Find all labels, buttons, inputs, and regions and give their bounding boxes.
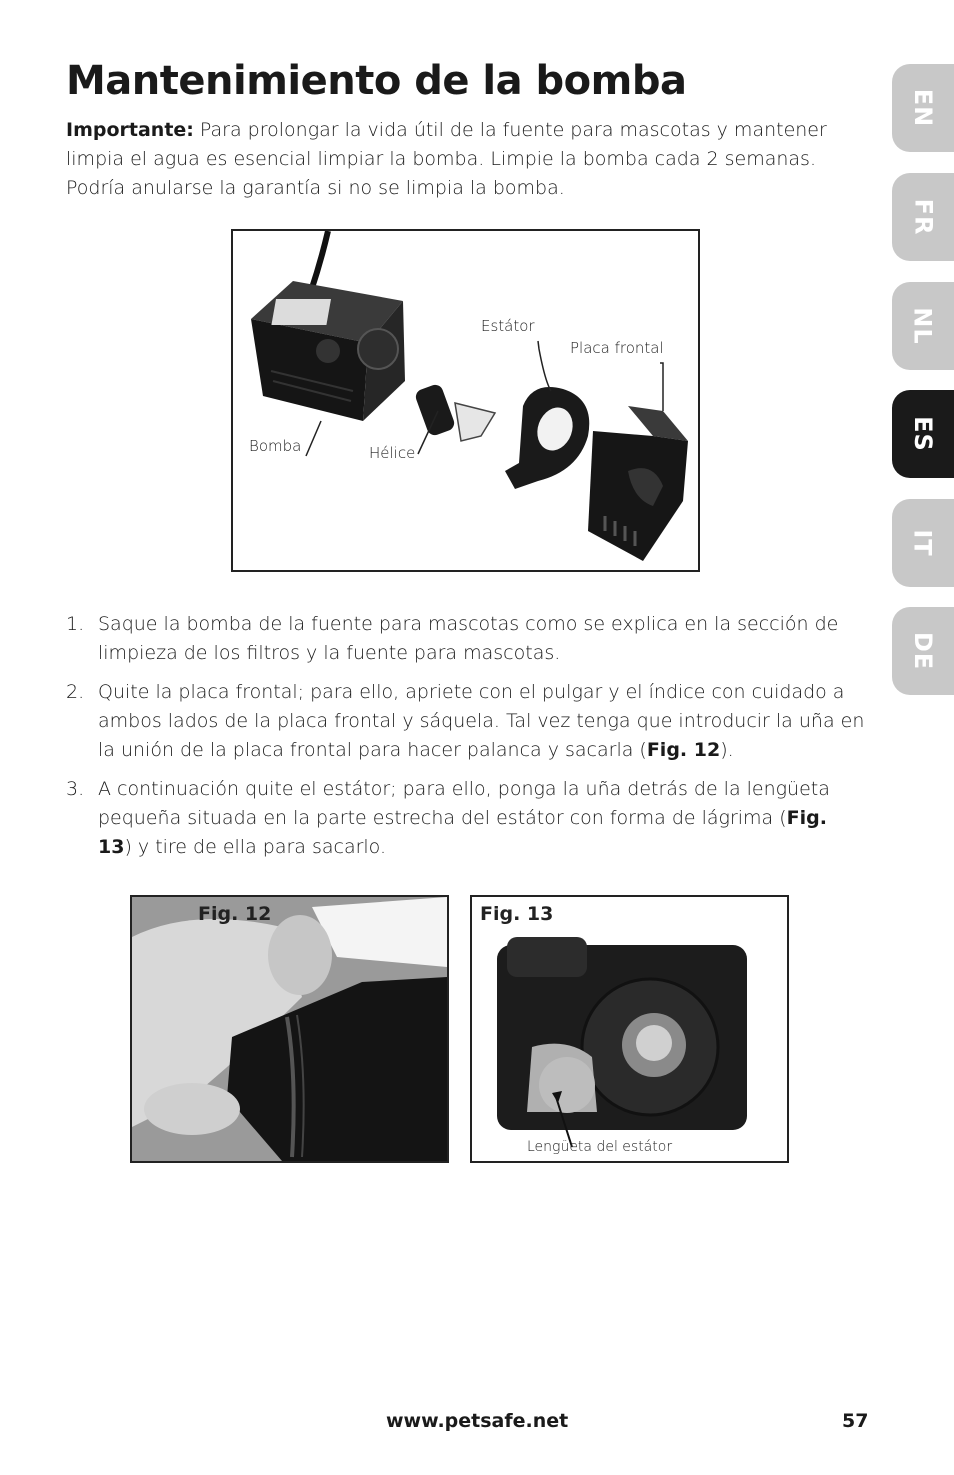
step-2: [66, 678, 866, 765]
tab-nl[interactable]: [892, 282, 954, 370]
pump-diagram: [231, 229, 700, 572]
tab-en[interactable]: [892, 64, 954, 152]
step-1-number: 1.: [66, 613, 85, 635]
fig13-label-stator-tab: Lengüeta del estátor: [527, 1139, 673, 1155]
figure-13: [470, 895, 789, 1163]
fig12-title: Fig. 12: [198, 903, 272, 925]
fig13-photo: [472, 897, 787, 1161]
tab-fr-label: FR: [909, 198, 937, 236]
intro-important-label: Importante:: [66, 119, 194, 141]
footer-url[interactable]: www.petsafe.net: [386, 1410, 569, 1432]
intro-paragraph: [66, 116, 872, 203]
fig13-title: Fig. 13: [480, 903, 554, 925]
tab-es[interactable]: [892, 390, 954, 478]
tab-it-label: IT: [909, 529, 937, 557]
tab-it[interactable]: [892, 499, 954, 587]
step-2-number: 2.: [66, 681, 85, 703]
step-3-text: A continuación quite el estátor; para ello, ponga la uña detrás de la lengüeta pequeña situada en la parte estrecha del estátor con forma de lágrima (: [98, 778, 830, 829]
page-title: Mantenimiento de la bomba: [66, 58, 687, 104]
step-2-text: Quite la placa frontal; para ello, apriete con el pulgar y el índice con cuidado a ambos lados de la placa frontal y sáquela. Tal vez tenga que introducir la uña en la unión de la placa frontal para hacer palanca y sacarla (: [98, 681, 865, 761]
pump-diagram-illustration: [233, 231, 698, 570]
label-pump: Bomba: [249, 437, 302, 455]
label-impeller: Hélice: [369, 444, 416, 462]
step-2-text-end: ).: [720, 739, 734, 761]
figure-12: [130, 895, 449, 1163]
tab-nl-label: NL: [908, 307, 937, 345]
tab-es-label: ES: [909, 416, 937, 452]
step-3-number: 3.: [66, 778, 85, 800]
label-front-plate: Placa frontal: [570, 339, 664, 357]
step-3-fig-ref: Fig. 13: [98, 807, 827, 858]
step-3-text-end: ) y tire de ella para sacarlo.: [124, 836, 387, 858]
tab-en-label: EN: [908, 88, 937, 128]
intro-text: Para prolongar la vida útil de la fuente para mascotas y mantener limpia el agua es esencial limpiar la bomba. Limpie la bomba cada 2 semanas. Podría anularse la garantía si no se limpia la bomba.: [66, 119, 827, 199]
step-2-fig-ref: Fig. 12: [646, 739, 721, 761]
label-stator: Estátor: [481, 317, 535, 335]
step-1: [66, 610, 866, 668]
page-number: 57: [842, 1410, 869, 1432]
tab-fr[interactable]: [892, 173, 954, 261]
step-1-text: Saque la bomba de la fuente para mascotas como se explica en la sección de limpieza de los filtros y la fuente para mascotas.: [98, 613, 839, 664]
fig12-photo: [132, 897, 447, 1161]
tab-de-label: DE: [908, 631, 937, 671]
tab-de[interactable]: [892, 607, 954, 695]
instruction-steps: [66, 610, 866, 872]
step-3: [66, 775, 866, 862]
